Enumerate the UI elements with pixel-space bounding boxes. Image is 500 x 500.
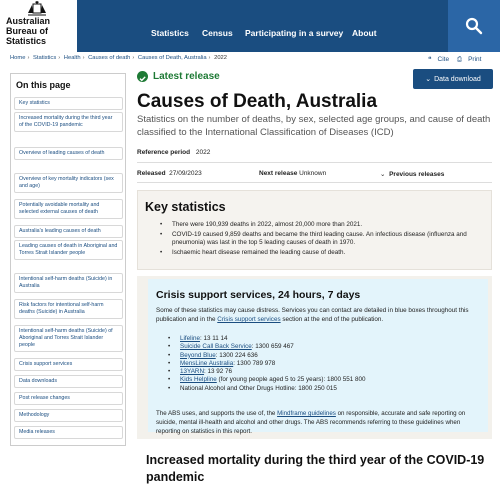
nav-participating-in-a-survey[interactable]: Participating in a survey (245, 28, 344, 38)
beyond-blue-link[interactable]: Beyond Blue (180, 351, 216, 359)
breadcrumb-current: 2022 (214, 55, 228, 61)
breadcrumb-statistics[interactable]: Statistics (33, 55, 57, 61)
latest-release-label: Latest release (153, 71, 220, 82)
divider (137, 182, 492, 183)
sidebar-item-post-release-changes[interactable]: Post release changes (14, 392, 123, 405)
print-link[interactable]: Print (468, 56, 482, 63)
key-statistics-title: Key statistics (145, 200, 226, 214)
next-release-info: Next release Unknown (259, 170, 327, 177)
crisis-support-box (148, 279, 488, 435)
sidebar-item-crisis-support[interactable]: Crisis support services (14, 358, 123, 371)
mindframe-guidelines-link[interactable]: Mindframe guidelines (277, 410, 336, 417)
chevron-down-icon: ⌄ (380, 171, 386, 178)
service-item: • Kids Helpline (for young people aged 5 to 25 years): 1800 551 800 (168, 376, 468, 384)
kids-helpline-link[interactable]: Kids Helpline (180, 376, 217, 384)
reference-period (137, 149, 210, 156)
reference-period-label: Reference period (137, 149, 191, 156)
crisis-support-intro: Some of these statistics may cause distress. Services you can contact are detailed in blue boxes throughout this publication and in the Crisis support services section at the end of the publication. (156, 307, 469, 323)
print-icon: ⎙ (456, 56, 463, 63)
section-heading: Increased mortality during the third year of the COVID-19 pandemic (146, 453, 485, 484)
sidebar-item-leading-causes-aboriginal[interactable]: Leading causes of death in Aboriginal and Torres Strait Islander people (14, 240, 123, 260)
crisis-support-services-link[interactable]: Crisis support services (217, 316, 281, 323)
page-subtitle: Statistics on the number of deaths, by sex, selected age groups, and cause of death classified to the International Classification of Diseases (ICD) (137, 114, 491, 138)
breadcrumb-health[interactable]: Health (63, 55, 81, 61)
divider (137, 162, 492, 163)
crisis-support-footer: The ABS uses, and supports the use of, the Mindframe guidelines on responsible, accurate and safe reporting on suicide, mental ill-health and alcohol and other drugs. The ABS recommends referring to these guidelines when reporting on statistics in this report. (156, 410, 466, 435)
service-item: • Beyond Blue: 1300 224 636 (168, 352, 468, 360)
service-item: • Suicide Call Back Service: 1300 659 467 (168, 343, 468, 351)
list-item: • Ischaemic heart disease remained the leading cause of death. (160, 249, 480, 257)
cite-link[interactable]: Cite (437, 56, 450, 63)
breadcrumb-home[interactable]: Home (10, 55, 26, 61)
sidebar-item-potentially-avoidable[interactable]: Potentially avoidable mortality and selected external causes of death (14, 199, 123, 219)
key-statistics-box (137, 190, 492, 270)
mensline-link[interactable]: MensLine Australia (180, 359, 234, 367)
nav-census[interactable]: Census (202, 28, 233, 38)
sidebar-item-methodology[interactable]: Methodology (14, 409, 123, 422)
search-button[interactable] (448, 0, 500, 52)
suicide-call-back-link[interactable]: Suicide Call Back Service (180, 343, 252, 351)
released-info: Released 27/09/2023 (137, 170, 202, 177)
data-download-label: Data download (434, 75, 481, 83)
13yarn-link[interactable]: 13YARN (180, 368, 205, 376)
crisis-support-title: Crisis support services, 24 hours, 7 days (156, 289, 361, 301)
previous-releases-toggle[interactable]: ⌄ Previous releases (380, 171, 445, 178)
sidebar-item-increased-mortality[interactable]: Increased mortality during the third year of the COVID-19 pandemic (14, 112, 123, 132)
site-header (0, 0, 500, 52)
services-list (168, 335, 468, 393)
sidebar-item-key-statistics[interactable]: Key statistics (14, 97, 123, 110)
on-this-page-sidebar (10, 73, 126, 446)
sidebar-item-overview-key-indicators[interactable]: Overview of key mortality indicators (sex and age) (14, 173, 123, 193)
lifeline-link[interactable]: Lifeline (180, 335, 200, 342)
sidebar-item-self-harm-australia[interactable]: Intentional self-harm deaths (Suicide) in Australia (14, 273, 123, 293)
sidebar-item-self-harm-aboriginal[interactable]: Intentional self-harm deaths (Suicide) of Aboriginal and Torres Strait Islander people (14, 325, 123, 352)
sidebar-item-media-releases[interactable]: Media releases (14, 426, 123, 439)
service-item: • 13YARN: 13 92 76 (168, 368, 468, 376)
abs-logo[interactable] (0, 0, 77, 52)
check-circle-icon (137, 71, 148, 82)
service-item: • MensLine Australia: 1300 789 978 (168, 360, 468, 368)
nav-about[interactable]: About (352, 28, 377, 38)
sidebar-item-data-downloads[interactable]: Data downloads (14, 375, 123, 388)
data-download-button[interactable] (413, 69, 493, 89)
service-item: • National Alcohol and Other Drugs Hotline: 1800 250 015 (168, 385, 468, 393)
service-item: • Lifeline: 13 11 14 (168, 335, 468, 343)
sidebar-item-risk-factors[interactable]: Risk factors for intentional self-harm deaths (Suicide) in Australia (14, 299, 123, 319)
breadcrumb-causes-of-death-australia[interactable]: Causes of Death, Australia (137, 55, 207, 61)
list-item: • There were 190,939 deaths in 2022, almost 20,000 more than 2021. (160, 221, 480, 229)
key-statistics-list (160, 221, 480, 258)
list-item: • COVID-19 caused 9,859 deaths and became the third leading cause. An infectious disease (influenza and pneumonia) was last in the top 5 leading causes of death in 1970. (160, 231, 480, 247)
search-icon (465, 17, 483, 35)
sidebar-item-leading-causes-australia[interactable]: Australia's leading causes of death (14, 225, 123, 238)
reference-period-value: 2022 (195, 149, 211, 156)
breadcrumb: Home › Statistics › Health › Causes of death › Causes of Death, Australia › 2022 (10, 55, 228, 61)
sidebar-item-overview-leading-causes[interactable]: Overview of leading causes of death (14, 147, 123, 160)
quote-icon: ❝ (428, 56, 432, 63)
page-actions (428, 55, 487, 64)
latest-release-badge (137, 71, 220, 82)
breadcrumb-causes-of-death[interactable]: Causes of death (88, 55, 131, 61)
coat-of-arms-icon (26, 1, 48, 17)
page-title: Causes of Death, Australia (137, 91, 378, 112)
nav-statistics[interactable]: Statistics (151, 28, 189, 38)
logo-text: Australian Bureau of Statistics (6, 16, 51, 46)
chevron-down-icon: ⌄ (425, 76, 432, 83)
sidebar-title: On this page (16, 80, 71, 90)
